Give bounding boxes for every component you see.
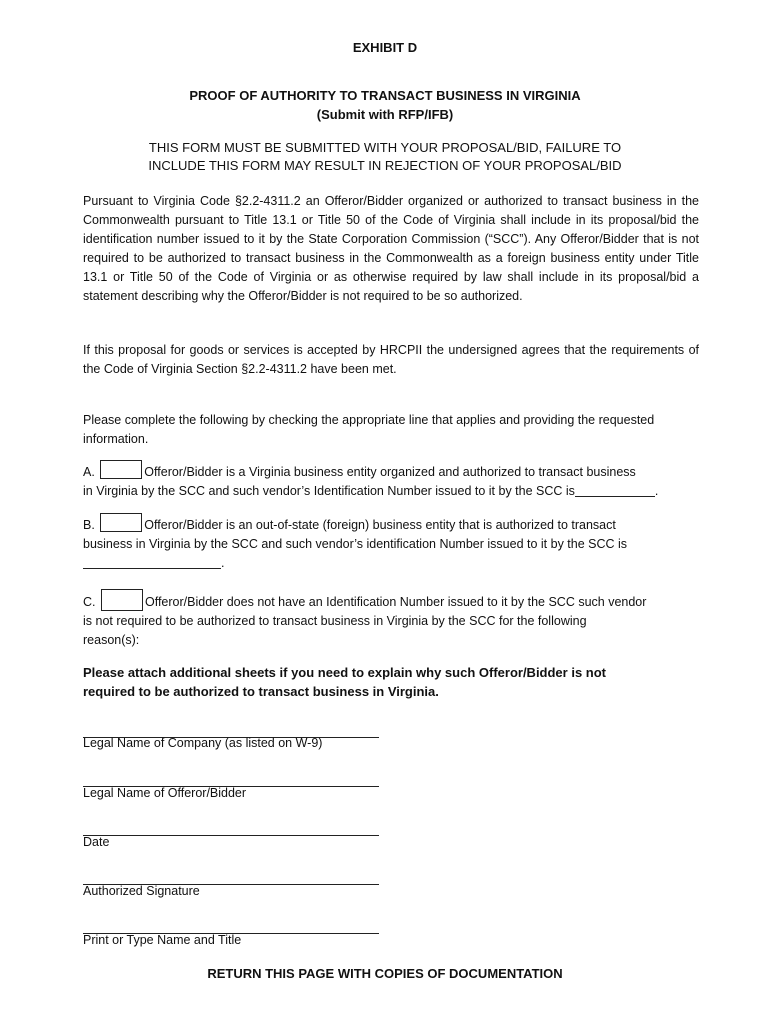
option-c-text-2: is not required to be authorized to transact business in Virginia by the SCC for the following [83, 614, 587, 628]
option-a-text-1: Offeror/Bidder is a Virginia business entity organized and authorized to transact business [144, 465, 636, 479]
option-b-checkbox[interactable] [100, 513, 142, 532]
instructions-paragraph: Please complete the following by checking the appropriate line that applies and providing the requested information. [83, 413, 655, 446]
offeror-name-label: Legal Name of Offeror/Bidder [83, 786, 247, 800]
warning-line-2: INCLUDE THIS FORM MAY RESULT IN REJECTION OF YOUR PROPOSAL/BID [148, 158, 622, 173]
notice-line-1: Please attach additional sheets if you need to explain why such Offeror/Bidder is not [83, 665, 607, 680]
option-a [83, 460, 699, 501]
document-subtitle: (Submit with RFP/IFB) [316, 107, 454, 122]
option-b [83, 513, 699, 573]
option-b-text-2: business in Virginia by the SCC and such vendor’s identification Number issued to it by the SCC is [83, 537, 628, 551]
option-b-id-field[interactable] [83, 555, 221, 569]
option-a-period: . [654, 484, 659, 498]
company-name-label: Legal Name of Company (as listed on W-9) [83, 736, 323, 750]
exhibit-label: EXHIBIT D [352, 40, 418, 55]
date-label: Date [83, 835, 110, 849]
option-c-text-1: Offeror/Bidder does not have an Identification Number issued to it by the SCC such vendor [144, 595, 647, 609]
warning-line-1: THIS FORM MUST BE SUBMITTED WITH YOUR PROPOSAL/BID, FAILURE TO [148, 140, 622, 155]
statute-paragraph: Pursuant to Virginia Code §2.2-4311.2 an Offeror/Bidder organized or authorized to transact business in the Commonwealth pursuant to Title 13.1 or Title 50 of the Code of Virginia shall include in its proposal/bid the identification number issued to it by the State Corporation Commission (“SCC”). Any Offeror/Bidder that is not required to be authorized to transact business in the Commonwealth as a foreign business entity under Title 13.1 or Title 50 of the Code of Virginia or as otherwise required by law shall include in its proposal/bid a statement describing why the Offeror/Bidder is not required to be so authorized. [83, 194, 699, 303]
option-c [83, 589, 699, 650]
option-c-text-3: reason(s): [83, 633, 140, 647]
option-b-period: . [221, 556, 225, 570]
date-line[interactable] [83, 835, 379, 836]
option-a-text-2: in Virginia by the SCC and such vendor’s Identification Number issued to it by the SCC is [83, 484, 575, 498]
print-name-label: Print or Type Name and Title [83, 933, 242, 947]
option-c-checkbox[interactable] [101, 589, 143, 611]
document-title: PROOF OF AUTHORITY TO TRANSACT BUSINESS IN VIRGINIA [189, 88, 581, 103]
footer-instruction: RETURN THIS PAGE WITH COPIES OF DOCUMENTATION [207, 966, 563, 981]
option-b-text-1: Offeror/Bidder is an out-of-state (foreign) business entity that is authorized to transact [144, 518, 616, 532]
acceptance-paragraph: If this proposal for goods or services is accepted by HRCPII the undersigned agrees that the requirements of the Code of Virginia Section §2.2-4311.2 have been met. [83, 343, 699, 376]
option-a-checkbox[interactable] [100, 460, 142, 479]
option-a-id-field[interactable] [575, 483, 655, 497]
notice-line-2: required to be authorized to transact business in Virginia. [83, 684, 439, 699]
option-a-letter: A. [83, 465, 95, 479]
option-b-letter: B. [83, 518, 95, 532]
option-c-letter: C. [83, 595, 96, 609]
signature-label: Authorized Signature [83, 884, 200, 898]
